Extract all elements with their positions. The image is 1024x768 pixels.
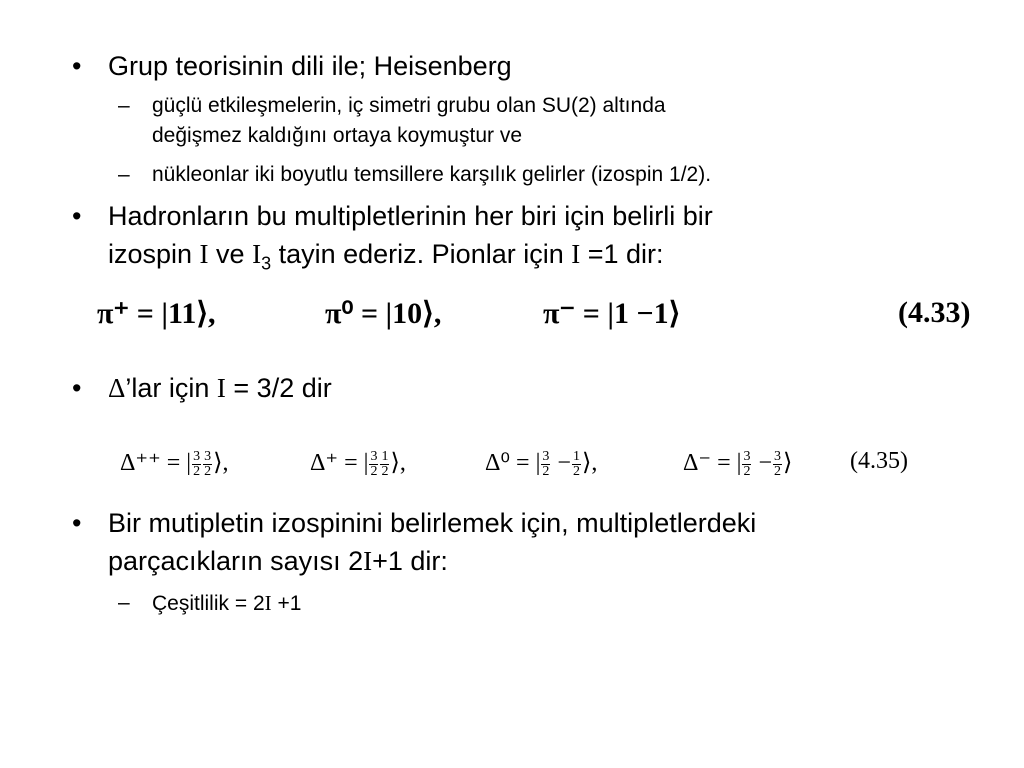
bullet-marker: • bbox=[72, 373, 82, 403]
sub-bullet-1-1-line2: değişmez kaldığını ortaya koymuştur ve bbox=[152, 124, 523, 147]
bullet-2-line2 bbox=[108, 236, 664, 282]
text-run: +1 bbox=[271, 592, 302, 615]
delta-plus-lhs: Δ⁺ = | bbox=[310, 450, 369, 476]
frac-num: 1 bbox=[572, 448, 580, 464]
sub-bullet-1-1-line1: güçlü etkileşmelerin, iç simetri grubu olan SU(2) altında bbox=[152, 94, 666, 117]
ket-close: ⟩, bbox=[390, 450, 406, 476]
text-run: =1 dir: bbox=[580, 239, 664, 269]
subscript-3: 3 bbox=[261, 253, 272, 274]
frac-den: 2 bbox=[381, 463, 389, 479]
minus-sign: − bbox=[758, 450, 772, 476]
fraction bbox=[192, 450, 201, 479]
frac-den: 2 bbox=[774, 463, 781, 479]
text-run: ve bbox=[208, 239, 253, 269]
text-run: Çeşitlilik = 2 bbox=[152, 592, 265, 615]
ket-close: ⟩, bbox=[213, 450, 229, 476]
bullet-2-line1: Hadronların bu multipletlerinin her biri için belirli bir bbox=[108, 201, 713, 231]
dash-marker: – bbox=[118, 163, 130, 186]
frac-num: 1 bbox=[381, 448, 389, 464]
bullet-marker: • bbox=[72, 51, 82, 81]
text-run: tayin ederiz. Pionlar için bbox=[271, 239, 572, 269]
fraction bbox=[541, 450, 550, 479]
delta-minus-term bbox=[683, 448, 792, 479]
frac-den: 2 bbox=[572, 463, 580, 479]
delta-zero-lhs: Δ⁰ = | bbox=[485, 450, 541, 476]
frac-num: 3 bbox=[542, 448, 550, 464]
frac-den: 2 bbox=[370, 463, 378, 479]
text-run: ’lar için bbox=[125, 373, 217, 403]
isospin-symbol: I bbox=[252, 239, 262, 269]
sub-bullet-4-1-text bbox=[152, 588, 301, 619]
minus-sign: − bbox=[557, 450, 571, 476]
sub-bullet-1-2-text: nükleonlar iki boyutlu temsillere karşılık gelirler (izospin 1/2). bbox=[152, 163, 712, 186]
fraction bbox=[572, 450, 581, 479]
bullet-1-text: Grup teorisinin dili ile; Heisenberg bbox=[108, 51, 512, 81]
frac-num: 3 bbox=[204, 448, 212, 464]
delta-symbol: Δ bbox=[108, 373, 126, 403]
fraction bbox=[369, 450, 378, 479]
bullet-4-line2 bbox=[108, 543, 448, 580]
isospin-symbol: I bbox=[199, 239, 209, 269]
frac-den: 2 bbox=[542, 463, 550, 479]
fraction bbox=[773, 450, 782, 479]
text-run: izospin bbox=[108, 239, 200, 269]
pi-plus-term: π⁺ = |11⟩, bbox=[97, 297, 216, 330]
ket-close: ⟩, bbox=[581, 450, 598, 476]
frac-num: 3 bbox=[774, 448, 781, 464]
dash-marker: – bbox=[118, 591, 130, 614]
fraction bbox=[203, 450, 212, 479]
frac-den: 2 bbox=[204, 463, 212, 479]
delta-plus-term bbox=[310, 448, 406, 479]
bullet-marker: • bbox=[72, 201, 82, 231]
bullet-marker: • bbox=[72, 508, 82, 538]
isospin-symbol: I bbox=[363, 546, 373, 576]
fraction bbox=[380, 450, 389, 479]
delta-minus-lhs: Δ⁻ = | bbox=[683, 450, 742, 476]
delta-plusplus-lhs: Δ⁺⁺ = | bbox=[120, 450, 192, 476]
ket-close: ⟩ bbox=[783, 450, 793, 476]
bullet-4-line1: Bir mutipletin izospinini belirlemek için, multipletlerdeki bbox=[108, 508, 757, 538]
frac-den: 2 bbox=[193, 463, 201, 479]
text-run: = 3/2 dir bbox=[225, 373, 332, 403]
isospin-symbol: I bbox=[264, 591, 272, 615]
dash-marker: – bbox=[118, 94, 130, 117]
frac-num: 3 bbox=[370, 448, 378, 464]
frac-den: 2 bbox=[743, 463, 751, 479]
equation-number-4-35: (4.35) bbox=[850, 448, 908, 474]
pi-zero-term: π⁰ = |10⟩, bbox=[325, 297, 442, 330]
isospin-symbol: I bbox=[571, 239, 581, 269]
text-run: parçacıkların sayısı 2 bbox=[108, 546, 364, 576]
frac-num: 3 bbox=[193, 448, 201, 464]
frac-num: 3 bbox=[743, 448, 751, 464]
delta-zero-term bbox=[485, 448, 597, 479]
pi-minus-term: π⁻ = |1 −1⟩ bbox=[543, 297, 681, 330]
equation-number-4-33: (4.33) bbox=[898, 296, 971, 329]
isospin-symbol: I bbox=[216, 373, 226, 403]
text-run: +1 dir: bbox=[372, 546, 448, 576]
bullet-3-text bbox=[108, 370, 332, 407]
delta-plusplus-term bbox=[120, 448, 228, 479]
fraction bbox=[742, 450, 751, 479]
